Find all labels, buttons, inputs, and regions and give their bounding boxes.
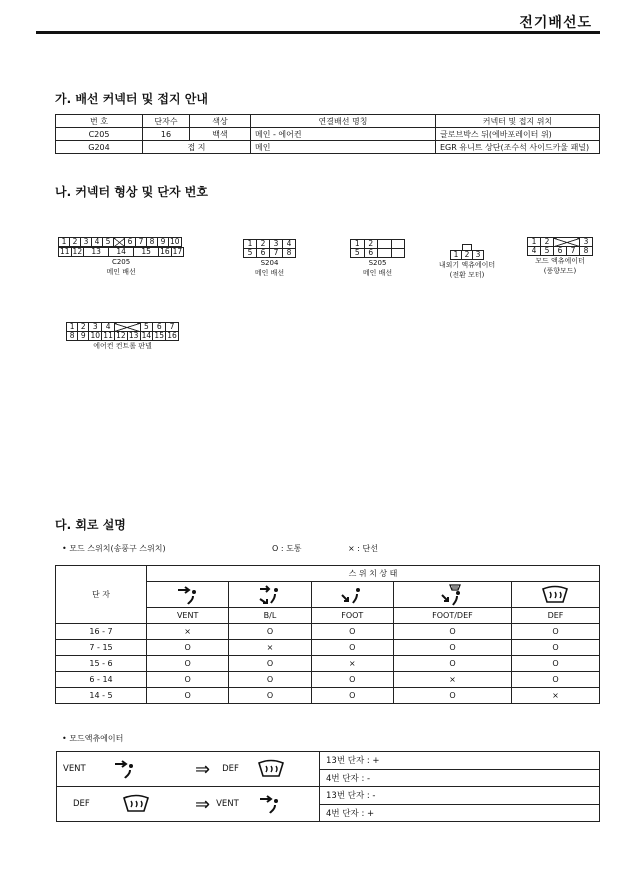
pin: 8 [147,238,158,247]
pin-cell: O [311,672,393,688]
pin-cell: 1 [244,240,257,249]
mode-switch-table [55,565,600,704]
from-label: DEF [73,799,90,809]
intake-caption-sub: (전환 모터) [449,271,485,279]
pin-cell: 8 [67,332,78,341]
pin-cell: 7 [166,323,179,332]
pin-cell: 6 - 14 [56,672,147,688]
pin: 13 [84,248,109,257]
pin-cell: 1 [451,251,462,260]
pin: 7 [136,238,147,247]
pin-cell: O [393,688,511,704]
pin: 14 [109,248,134,257]
table-row [56,672,600,688]
connector-s204 [243,239,296,278]
pin-cell [391,249,405,258]
pin-cell: × [311,656,393,672]
mode-label-bl: B/L [229,608,311,624]
vent-icon [111,758,139,780]
pin-cell: 10 [90,331,101,340]
pin-cell: O [511,624,599,640]
to-label: DEF [222,764,239,774]
s205-caption: S205 [368,259,387,267]
pin-cell: × [229,640,311,656]
header-color: 색상 [190,115,251,128]
connector-ac-control-panel [66,322,179,351]
vent-icon [256,793,284,815]
pin-cell: O [393,624,511,640]
terminal-13-state: 13번 단자 : + [320,752,600,770]
s204-pin-grid [243,239,296,258]
cell-pins: 16 [143,128,190,141]
pin-cell: × [393,672,511,688]
table-row [56,624,600,640]
pin: 4 [92,238,103,247]
pin-cell: O [311,640,393,656]
c205-caption-sub: 메인 배선 [106,268,136,276]
pin-cell: O [511,640,599,656]
pin-cell: 7 [567,247,580,256]
header-rule [36,31,600,34]
def-icon [121,793,151,815]
pin-cell: 5 [541,247,554,256]
pin-cell: O [147,656,229,672]
table-row [57,752,600,770]
pin-cell: 2 [541,238,554,247]
mode-pin-grid [527,237,593,256]
pin-cell: O [393,640,511,656]
table-row [57,787,600,805]
pin-cell: 3 [270,240,283,249]
pin: 2 [70,238,81,247]
cell-location: 글로브박스 뒤(에바포레이터 위) [436,128,600,141]
pin-cell: 9 [78,332,89,341]
pin: 3 [81,238,92,247]
cell-color: 백색 [190,128,251,141]
cell-ground: 접 지 [143,141,251,154]
pin-cell: 8 [283,249,296,258]
connector-intake-actuator [432,244,502,280]
connector-mode-actuator [527,237,593,276]
pin-cell: 13 [128,331,139,340]
mode-label-foot-def: FOOT/DEF [393,608,511,624]
mode-actuator-table [56,751,600,822]
pin-blank [114,238,125,247]
table-row [56,128,600,141]
foot-icon [311,582,393,608]
pin-cell: O [229,672,311,688]
pin-cell: × [147,624,229,640]
pin-cell: 15 [154,331,164,340]
switch-state-header: 스 위 치 상 태 [147,566,600,582]
pin-cell [378,240,392,249]
pin-cell: 7 [270,249,283,258]
pin-cell [378,249,392,258]
cell-wiring: 메인 [251,141,436,154]
section-a-title: 가. 배선 커넥터 및 접지 안내 [55,92,208,106]
c205-caption: C205 [111,258,131,266]
section-b-title: 나. 커넥터 형상 및 단자 번호 [55,185,208,199]
cell-number: C205 [56,128,143,141]
mode-label-def: DEF [511,608,599,624]
c205-pin-grid-row2 [58,247,184,257]
pin-cell: 4 [102,323,115,332]
arrow-icon: ⇒ [195,758,211,780]
pin: 6 [125,238,136,247]
pin-cell: 15 - 6 [56,656,147,672]
panel-caption: 에어컨 컨트롤 판넬 [93,342,152,350]
pin-cell: O [147,688,229,704]
pin-cell: O [311,688,393,704]
pin-cell: 6 [364,249,378,258]
pin-cell: O [393,656,511,672]
table-row [56,656,600,672]
pin: 15 [134,248,159,257]
c205-pin-grid [58,237,182,247]
pin-cell: 2 [462,251,473,260]
pin-cell: 5 [140,323,153,332]
vent-to-def-cell [57,752,320,787]
table-row [56,141,600,154]
pin: 9 [158,238,169,247]
vent-icon [147,582,229,608]
connector-c205 [58,237,184,277]
legend-on: O : 도통 [272,544,302,553]
pin-cell: O [147,672,229,688]
pin-cell: 1 [351,240,365,249]
pin-cell: 8 [580,247,593,256]
pin-cell: 4 [283,240,296,249]
pin-cell: 7 - 15 [56,640,147,656]
pin-cell: 3 [473,251,484,260]
header-pins: 단자수 [143,115,190,128]
header-wiring: 연결배선 명칭 [251,115,436,128]
pin-cell: O [229,624,311,640]
header-number: 번 호 [56,115,143,128]
def-icon [256,758,286,780]
foot-def-icon [393,582,511,608]
pin-cell: O [229,656,311,672]
def-to-vent-cell [57,787,320,822]
pin-cell: 12 [116,331,126,340]
def-icon [511,582,599,608]
pin-cell: 1 [67,323,78,332]
s204-caption-sub: 메인 배선 [254,269,285,277]
pin-cell: 3 [89,323,102,332]
pin-cell: 6 [153,323,166,332]
bilevel-icon [229,582,311,608]
pin-cell: 2 [364,240,378,249]
pin: 1 [59,238,70,247]
pin-cell: O [147,640,229,656]
term-header: 단 자 [56,566,147,624]
header-location: 커넥터 및 접지 위치 [436,115,600,128]
pin: 12 [72,247,83,256]
page-header-title: 전기배선도 [519,15,592,31]
pin-cell [391,240,405,249]
pin: 11 [60,247,70,256]
intake-caption: 내외기 액츄에이터 [438,261,496,269]
terminal-4-state: 4번 단자 : - [320,769,600,787]
pin-cell: × [511,688,599,704]
arrow-icon: ⇒ [195,793,211,815]
mode-actuator-bullet: • 모드액츄에이터 [62,734,124,743]
section-c-title: 다. 회로 설명 [55,518,126,532]
panel-pin-grid [66,322,179,341]
mode-label-foot: FOOT [311,608,393,624]
cell-wiring: 메인 - 에어컨 [251,128,436,141]
pin-cell: 16 [167,331,177,340]
pin-cell: 11 [103,331,113,340]
terminal-4-state: 4번 단자 : + [320,804,600,822]
pin: 16 [160,247,170,256]
pin: 17 [172,247,183,256]
connector-s205 [350,239,405,278]
pin-cell: O [511,672,599,688]
to-label: VENT [216,799,239,809]
cell-location: EGR 유니트 상단(조수석 사이드카울 패널) [436,141,600,154]
pin-cell: 5 [244,249,257,258]
pin-cell: O [511,656,599,672]
pin-cell: 16 - 7 [56,624,147,640]
s205-pin-grid [350,239,405,258]
pin-cell: 14 [141,331,152,340]
mode-switch-bullet: • 모드 스위치(송풍구 스위치) [62,544,166,553]
pin-cell: 5 [351,249,365,258]
mode-label-vent: VENT [147,608,229,624]
pin-cell: 2 [257,240,270,249]
from-label: VENT [63,764,86,774]
pin-cell: 2 [78,323,89,332]
pin-cell: 3 [580,238,593,247]
table-row [56,640,600,656]
pin-cell: 14 - 5 [56,688,147,704]
mode-caption-sub: (풍향모드) [543,267,577,275]
s204-caption: S204 [260,259,279,267]
mode-caption: 모드 액츄에이터 [535,257,585,265]
pin-cell: 6 [554,247,567,256]
table-row [56,688,600,704]
cell-number: G204 [56,141,143,154]
pin-cell: O [311,624,393,640]
terminal-13-state: 13번 단자 : - [320,787,600,805]
legend-off: × : 단선 [348,544,378,553]
pin-cell: O [229,688,311,704]
pin-cell: 4 [528,247,541,256]
pin-cell: 6 [257,249,270,258]
connector-ground-table [55,114,600,154]
pin: 10 [170,237,180,246]
table-header-row [56,115,600,128]
intake-pin-grid [450,250,484,260]
pin-cell: 1 [528,238,541,247]
pin: 5 [103,238,114,247]
s205-caption-sub: 메인 배선 [362,269,393,277]
